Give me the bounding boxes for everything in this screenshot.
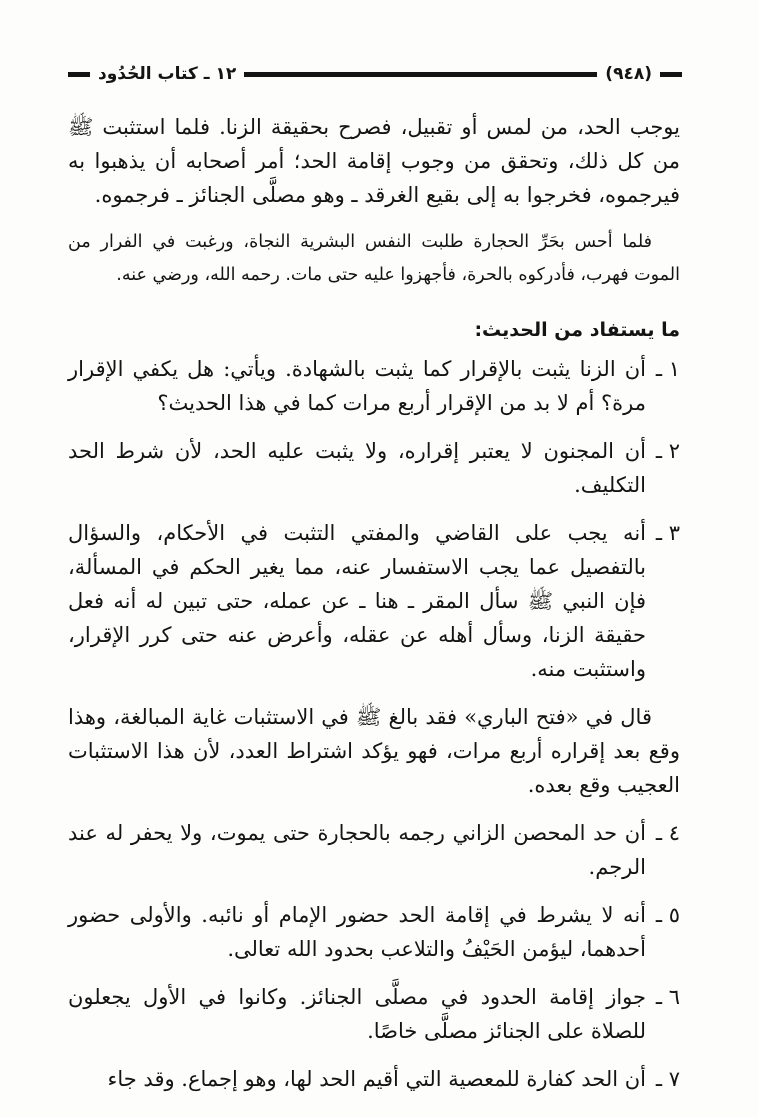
list-item-7	[68, 1062, 680, 1096]
list-item-5	[68, 898, 680, 966]
running-header	[68, 60, 682, 88]
list-item-2	[68, 434, 680, 502]
list-item-4	[68, 816, 680, 884]
paragraph-2: فلما أحس بحَرِّ الحجارة طلبت النفس البشرية النجاة، ورغبت في الفرار من الموت فهرب، فأدركوه بالحرة، فأجهزوا عليه حتى مات. رحمه الله، ورضي عنه.	[68, 232, 680, 285]
chapter-title: ١٢ ـ كتاب الحُدُود	[98, 64, 237, 84]
item-text: أن الزنا يثبت بالإقرار كما يثبت بالشهادة. ويأتي: هل يكفي الإقرار مرة؟ أم لا بد من الإقرار أربع مرات كما في هذا الحديث؟	[68, 357, 646, 415]
item-number: ٣ ـ	[655, 521, 680, 545]
item-text: أن المجنون لا يعتبر إقراره، ولا يثبت عليه الحد، لأن شرط الحد التكليف.	[68, 439, 646, 497]
list-item-6	[68, 980, 680, 1048]
item-text: جواز إقامة الحدود في مصلَّى الجنائز. وكانوا في الأول يجعلون للصلاة على الجنائز مصلَّى خاصًا.	[68, 985, 647, 1043]
header-rule-right	[660, 72, 682, 77]
item-number: ١ ـ	[655, 357, 680, 381]
item-number: ٢ ـ	[655, 439, 680, 463]
item-number: ٦ ـ	[655, 985, 680, 1009]
section-title: ما يستفاد من الحديث:	[474, 319, 680, 341]
header-rule-left	[68, 72, 90, 77]
item-number: ٧ ـ	[655, 1067, 680, 1091]
item-text: أنه لا يشرط في إقامة الحد حضور الإمام أو نائبه. والأولى حضور أحدهما، ليؤمن الحَيْفُ والتلاعب بحدود الله تعالى.	[68, 903, 646, 961]
list-item-1	[68, 352, 680, 420]
fath-al-bari-quote: قال في «فتح الباري» فقد بالغ ﷺ في الاستثبات غاية المبالغة، وهذا وقع بعد إقراره أربع مرات، فهو يؤكد اشتراط العدد، لأن هذا الاستثبات العجيب وقع بعده.	[68, 705, 680, 797]
list-item-3	[68, 516, 680, 686]
item-text: أنه يجب على القاضي والمفتي التثبت في الأحكام، والسؤال بالتفصيل عما يجب الاستفسار عنه، مما يغير الحكم في المسألة، فإن النبي ﷺ سأل المقر ـ هنا ـ عن عمله، حتى تبين له أنه فعل حقيقة الزنا، وسأل أهله عن عقله، وأعرض عنه حتى كرر الإقرار، واستثبت منه.	[68, 521, 647, 681]
item-number: ٤ ـ	[655, 821, 680, 845]
item-text: أن حد المحصن الزاني رجمه بالحجارة حتى يموت، ولا يحفر له عند الرجم.	[68, 821, 646, 879]
item-text: أن الحد كفارة للمعصية التي أقيم الحد لها، وهو إجماع. وقد جاء	[107, 1067, 646, 1091]
page-number: (٩٤٨)	[605, 64, 652, 84]
page-body	[68, 110, 680, 1110]
item-number: ٥ ـ	[655, 903, 680, 927]
paragraph-1: يوجب الحد، من لمس أو تقبيل، فصرح بحقيقة الزنا. فلما استثبت ﷺ من كل ذلك، وتحقق من وجوب إقامة الحد؛ أمر أصحابه أن يذهبوا به فيرجموه، فخرجوا به إلى بقيع الغرقد ـ وهو مصلَّى الجنائز ـ فرجموه.	[68, 115, 680, 207]
header-rule-middle	[244, 72, 597, 77]
